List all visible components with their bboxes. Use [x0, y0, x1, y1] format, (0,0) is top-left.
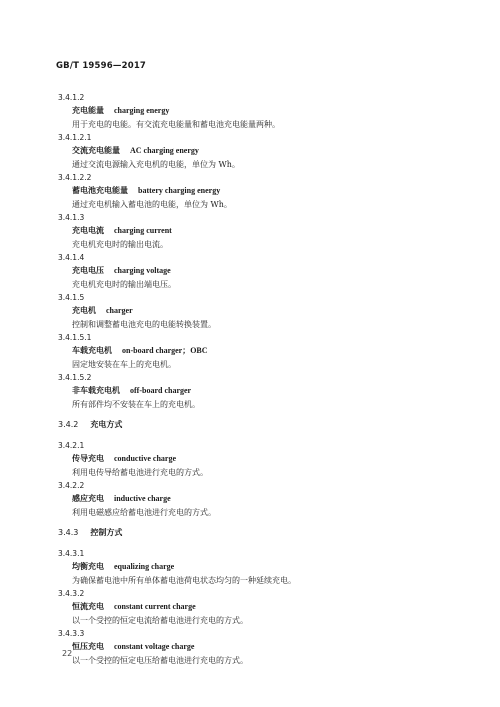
term-list [58, 91, 478, 667]
section-number: 3.4.2 [58, 420, 79, 429]
term-definition: 以一个受控的恒定电压给蓄电池进行充电的方式。 [72, 656, 248, 665]
term-definition: 通过交流电源输入充电机的电能，单位为 Wh。 [72, 160, 240, 169]
term-english: constant current charge [114, 602, 196, 611]
term-number: 3.4.2.2 [58, 481, 85, 490]
term-english: AC charging energy [130, 146, 199, 155]
term-number: 3.4.1.5 [58, 293, 85, 302]
term-title [58, 104, 478, 118]
term-entry [58, 131, 478, 171]
term-definition: 用于充电的电能。有交流充电能量和蓄电池充电能量两种。 [72, 120, 280, 129]
term-entry [58, 211, 478, 251]
term-title [58, 560, 478, 574]
term-chinese: 传导充电 [72, 454, 104, 463]
term-chinese: 交流充电能量 [72, 146, 120, 155]
term-number: 3.4.1.5.1 [58, 333, 92, 342]
term-chinese: 非车载充电机 [72, 386, 120, 395]
term-entry [58, 91, 478, 131]
term-entry [58, 627, 478, 667]
term-definition: 控制和调整蓄电池充电的电能转换装置。 [72, 320, 216, 329]
term-number: 3.4.1.2.1 [58, 133, 92, 142]
term-chinese: 充电电流 [72, 226, 104, 235]
term-number: 3.4.3.2 [58, 589, 85, 598]
term-english: conductive charge [114, 454, 176, 463]
section-title: 充电方式 [90, 420, 123, 429]
page-number: 22 [62, 649, 73, 658]
section-title: 控制方式 [90, 528, 123, 537]
term-definition: 利用电传导给蓄电池进行充电的方式。 [72, 468, 208, 477]
term-number: 3.4.3.3 [58, 629, 85, 638]
term-chinese: 恒压充电 [72, 642, 104, 651]
term-english: equalizing charge [114, 562, 175, 571]
term-number: 3.4.1.2.2 [58, 173, 92, 182]
term-entry [58, 479, 478, 519]
term-definition: 所有部件均不安装在车上的充电机。 [72, 400, 200, 409]
term-chinese: 均衡充电 [72, 562, 104, 571]
term-english: on-board charger；OBC [122, 346, 208, 355]
section-heading [58, 525, 478, 541]
term-chinese: 充电能量 [72, 106, 104, 115]
term-number: 3.4.3.1 [58, 549, 85, 558]
section-number: 3.4.3 [58, 528, 79, 537]
term-title [58, 264, 478, 278]
term-definition: 为确保蓄电池中所有单体蓄电池荷电状态均匀的一种延续充电。 [72, 576, 296, 585]
term-entry [58, 291, 478, 331]
term-chinese: 充电机 [72, 306, 96, 315]
term-number: 3.4.1.4 [58, 253, 85, 262]
term-title [58, 640, 478, 654]
term-title [58, 384, 478, 398]
term-title [58, 344, 478, 358]
term-definition: 充电机充电时的输出端电压。 [72, 280, 176, 289]
term-definition: 充电机充电时的输出电流。 [72, 240, 168, 249]
term-definition: 固定地安装在车上的充电机。 [72, 360, 176, 369]
term-title [58, 144, 478, 158]
term-english: off-board charger [130, 386, 192, 395]
term-english: constant voltage charge [114, 642, 195, 651]
term-chinese: 车载充电机 [72, 346, 112, 355]
term-definition: 以一个受控的恒定电流给蓄电池进行充电的方式。 [72, 616, 248, 625]
term-number: 3.4.1.5.2 [58, 373, 92, 382]
term-title [58, 304, 478, 318]
term-english: charger [106, 306, 133, 315]
term-english: charging current [114, 226, 172, 235]
term-title [58, 600, 478, 614]
term-title [58, 492, 478, 506]
term-english: battery charging energy [138, 186, 221, 195]
term-entry [58, 587, 478, 627]
term-number: 3.4.2.1 [58, 441, 85, 450]
term-title [58, 184, 478, 198]
term-chinese: 感应充电 [72, 494, 104, 503]
standard-header: GB/T 19596—2017 [56, 61, 147, 71]
section-heading [58, 417, 478, 433]
term-number: 3.4.1.3 [58, 213, 85, 222]
term-number: 3.4.1.2 [58, 93, 85, 102]
term-entry [58, 547, 478, 587]
term-definition: 通过充电机输入蓄电池的电能，单位为 Wh。 [72, 200, 232, 209]
term-title [58, 224, 478, 238]
term-chinese: 蓄电池充电能量 [72, 186, 128, 195]
term-definition: 利用电磁感应给蓄电池进行充电的方式。 [72, 508, 216, 517]
term-entry [58, 331, 478, 371]
term-entry [58, 371, 478, 411]
term-chinese: 充电电压 [72, 266, 104, 275]
term-english: charging voltage [114, 266, 171, 275]
term-entry [58, 251, 478, 291]
term-title [58, 452, 478, 466]
term-entry [58, 171, 478, 211]
term-english: inductive charge [114, 494, 171, 503]
term-entry [58, 439, 478, 479]
term-english: charging energy [114, 106, 170, 115]
term-chinese: 恒流充电 [72, 602, 104, 611]
